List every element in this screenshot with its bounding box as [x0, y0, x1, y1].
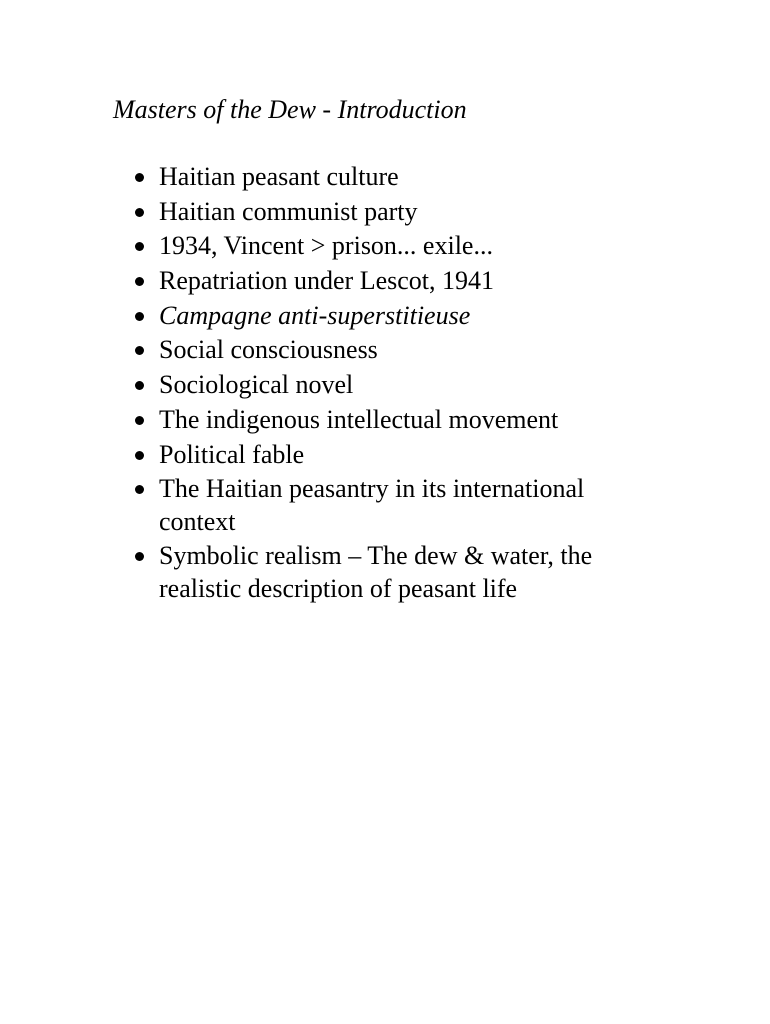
bullet-text: Social consciousness: [159, 335, 378, 365]
bullet-icon: [135, 173, 144, 182]
bullet-icon: [135, 451, 144, 460]
bullet-icon: [135, 416, 144, 425]
bullet-list: [132, 161, 652, 608]
bullet-text: Political fable: [159, 439, 305, 469]
bullet-icon: [135, 208, 144, 217]
bullet-item: [132, 473, 652, 538]
bullet-icon: [135, 346, 144, 355]
bullet-item: [132, 404, 652, 437]
bullet-item: [132, 230, 652, 263]
bullet-text: 1934, Vincent > prison... exile...: [159, 231, 493, 261]
bullet-item: [132, 161, 652, 194]
bullet-text: Repatriation under Lescot, 1941: [159, 266, 495, 296]
page-title: Masters of the Dew - Introduction: [113, 95, 467, 124]
bullet-icon: [135, 312, 144, 321]
bullet-item: [132, 196, 652, 229]
bullet-item: [132, 334, 652, 367]
bullet-item: [132, 369, 652, 402]
bullet-item: [132, 540, 652, 605]
bullet-icon: [135, 552, 144, 561]
bullet-text: The indigenous intellectual movement: [159, 404, 559, 434]
bullet-text: Campagne anti-superstitieuse: [159, 300, 471, 330]
bullet-icon: [135, 277, 144, 286]
bullet-text: The Haitian peasantry in its international context: [159, 474, 585, 536]
bullet-text: Symbolic realism – The dew & water, the realistic description of peasant life: [159, 541, 593, 603]
bullet-icon: [135, 485, 144, 494]
bullet-item: [132, 439, 652, 472]
bullet-item: [132, 300, 652, 333]
bullet-text: Haitian communist party: [159, 196, 418, 226]
bullet-text: Sociological novel: [159, 370, 354, 400]
bullet-text: Haitian peasant culture: [159, 162, 399, 191]
bullet-icon: [135, 381, 144, 390]
bullet-icon: [135, 242, 144, 251]
bullet-item: [132, 265, 652, 298]
